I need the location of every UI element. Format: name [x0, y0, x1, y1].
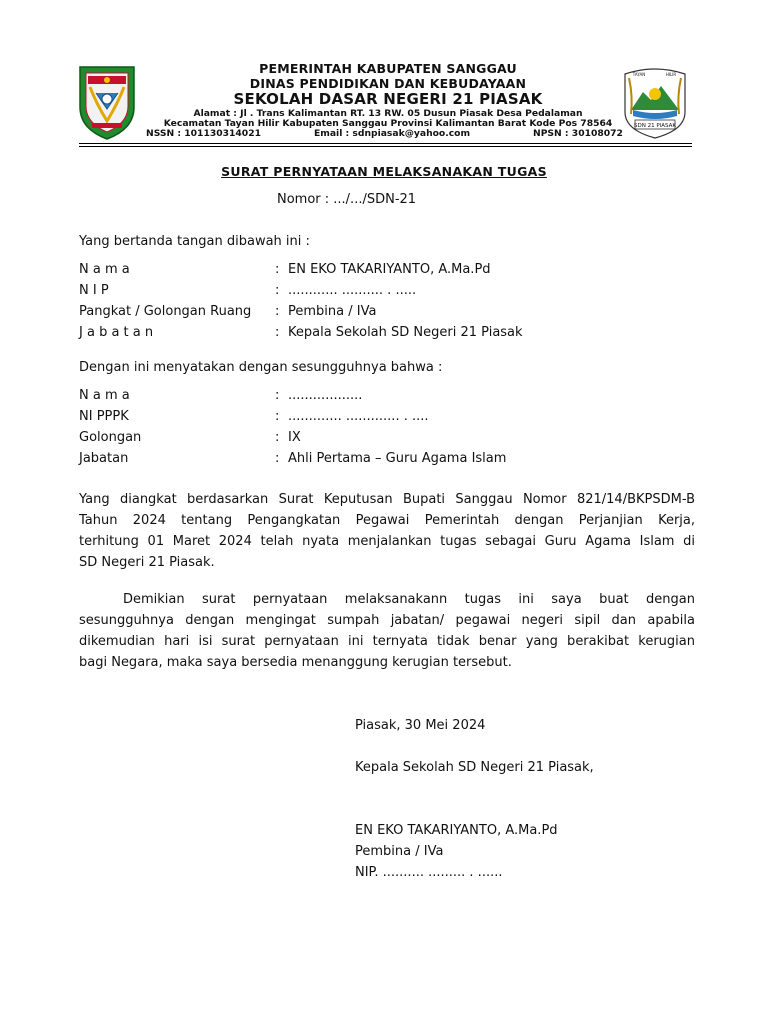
signature-nip: NIP. .......... ......... . ...... — [355, 865, 503, 880]
signer-rank-label: Pangkat / Golongan Ruang — [79, 304, 252, 319]
subject-nipppk-colon: : — [275, 409, 280, 424]
subject-name-label: N a m a — [79, 388, 130, 403]
closing-line: dikemudian hari isi surat pernyataan ini ternyata tidak benar yang berakibat kerugian — [79, 634, 695, 649]
header-address-line2: Kecamatan Tayan Hilir Kabupaten Sanggau Provinsi Kalimantan Barat Kode Pos 78564 — [163, 118, 613, 129]
header-government: PEMERINTAH KABUPATEN SANGGAU — [259, 61, 517, 76]
signature-place-date: Piasak, 30 Mei 2024 — [355, 718, 486, 733]
appointment-line: Yang diangkat berdasarkan Surat Keputusan Bupati Sanggau Nomor 821/14/BKPSDM-B — [79, 492, 695, 507]
subject-position-value: Ahli Pertama – Guru Agama Islam — [288, 451, 507, 466]
signature-name: EN EKO TAKARIYANTO, A.Ma.Pd — [355, 823, 558, 838]
subject-position-colon: : — [275, 451, 280, 466]
closing-line: sesungguhnya dengan mengingat sumpah jabatan/ pegawai negeri sipil dan apabila — [79, 613, 695, 628]
appointment-line: SD Negeri 21 Piasak. — [79, 555, 215, 570]
signer-position-colon: : — [275, 325, 280, 340]
subject-grade-value: IX — [288, 430, 301, 445]
subject-grade-colon: : — [275, 430, 280, 445]
signature-rank: Pembina / IVa — [355, 844, 444, 859]
header-email: Email : sdnpiasak@yahoo.com — [314, 128, 471, 139]
header-address-line1: Alamat : Jl . Trans Kalimantan RT. 13 RW. 05 Dusun Piasak Desa Pedalaman — [193, 108, 583, 119]
header-npsn: NPSN : 30108072 — [533, 128, 623, 139]
signer-nip-label: N I P — [79, 283, 109, 298]
school-emblem-top-right: HILIR — [665, 72, 677, 77]
closing-paragraph — [79, 589, 695, 673]
closing-line: Demikian surat pernyataan melaksanakann tugas ini saya buat dengan — [123, 592, 695, 607]
subject-position-label: Jabatan — [79, 451, 129, 466]
signer-position-value: Kepala Sekolah SD Negeri 21 Piasak — [288, 325, 523, 340]
header-school-name: SEKOLAH DASAR NEGERI 21 PIASAK — [233, 90, 543, 108]
signer-name-value: EN EKO TAKARIYANTO, A.Ma.Pd — [288, 262, 491, 277]
signature-position: Kepala Sekolah SD Negeri 21 Piasak, — [355, 760, 594, 775]
signer-name-colon: : — [275, 262, 280, 277]
appointment-paragraph — [79, 489, 695, 573]
header-department: DINAS PENDIDIKAN DAN KEBUDAYAAN — [249, 76, 527, 91]
signer-rank-value: Pembina / IVa — [288, 304, 377, 319]
closing-line: bagi Negara, maka saya bersedia menanggung kerugian tersebut. — [79, 655, 512, 670]
signer-nip-value: ............ .......... . ..... — [288, 283, 417, 298]
subject-nipppk-label: NI PPPK — [79, 409, 129, 424]
intro-text: Yang bertanda tangan dibawah ini : — [79, 234, 310, 249]
subject-nipppk-value: ............. ............. . .... — [288, 409, 429, 424]
statement-text: Dengan ini menyatakan dengan sesungguhnya bahwa : — [79, 360, 443, 375]
signer-position-label: J a b a t a n — [79, 325, 154, 340]
subject-name-colon: : — [275, 388, 280, 403]
header-divider-top — [79, 143, 692, 144]
appointment-line: Tahun 2024 tentang Pengangkatan Pegawai Pemerintah dengan Perjanjian Kerja, — [79, 513, 695, 528]
letter-title: SURAT PERNYATAAN MELAKSANAKAN TUGAS — [221, 164, 547, 179]
signer-rank-colon: : — [275, 304, 280, 319]
subject-name-value: .................. — [288, 388, 363, 403]
header-divider-bottom — [79, 146, 692, 147]
subject-grade-label: Golongan — [79, 430, 142, 445]
signer-nip-colon: : — [275, 283, 280, 298]
header-nssn: NSSN : 101130314021 — [146, 128, 261, 139]
signer-name-label: N a m a — [79, 262, 130, 277]
school-emblem-icon — [621, 66, 689, 140]
letter-number: Nomor : .../.../SDN-21 — [277, 192, 417, 207]
appointment-line: terhitung 01 Maret 2024 telah nyata menjalankan tugas sebagai Guru Agama Islam di — [79, 534, 695, 549]
sanggau-regency-emblem-icon — [76, 63, 138, 141]
school-emblem-top-left: TAYAN — [632, 72, 646, 77]
school-emblem-text: SDN 21 PIASAK — [634, 123, 676, 129]
